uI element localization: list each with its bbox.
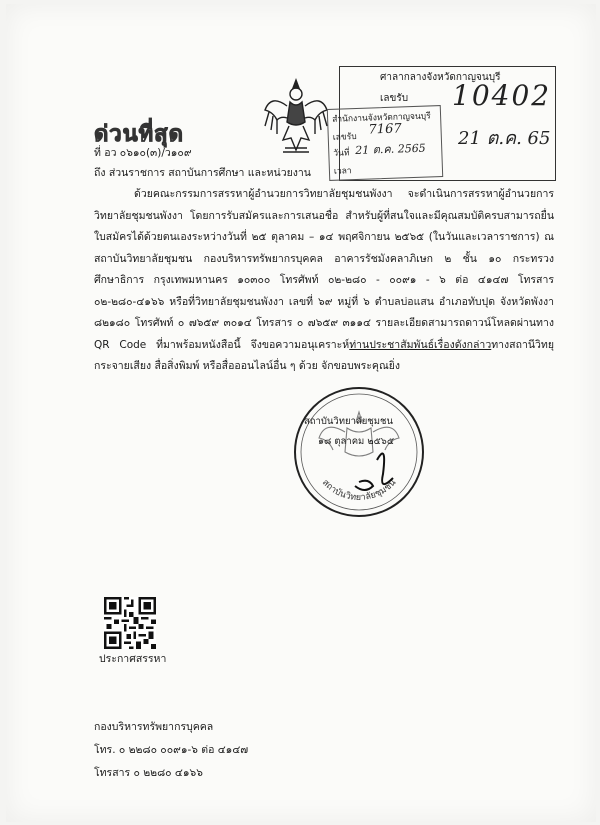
inner-date-value: 21 ต.ค. 2565 (355, 141, 426, 158)
footer-fax: โทรสาร ๐ ๒๒๘๐ ๔๑๖๖ (94, 767, 203, 779)
document-page (6, 4, 596, 822)
inner-number-label: เลขรับ (332, 131, 357, 143)
qr-caption: ประกาศสรรหา (99, 653, 167, 665)
urgency-stamp: ด่วนที่สุด (94, 121, 184, 147)
receipt-office: ศาลากลางจังหวัดกาญจนบุรี (380, 72, 501, 83)
body-paragraph (94, 184, 554, 378)
inner-number-value: 7167 (368, 121, 402, 138)
footer-telephone: โทร. ๐ ๒๒๘๐ ๐๐๙๑-๖ ต่อ ๔๑๔๗ (94, 744, 249, 756)
receipt-date-value: 21 ต.ค. 65 (458, 128, 551, 149)
garuda-emblem-icon (261, 76, 331, 158)
receipt-stamp (331, 66, 556, 181)
addressee-line: ถึง ส่วนราชการ สถาบันการศึกษา และหน่วยงาน (94, 167, 311, 179)
seal-ring-text: สถาบันวิทยาลัยชุมชน (319, 477, 399, 504)
receipt-number-value: 10402 (452, 79, 552, 112)
footer-department: กองบริหารทรัพยากรบุคคล (94, 721, 214, 733)
qr-code-icon[interactable] (104, 597, 156, 649)
official-seal (289, 382, 429, 522)
receipt-number-label: เลขรับ (380, 93, 409, 104)
body-text-end: ทางสถานีวิทยุกระจายเสียง สื่อสิ่งพิมพ์ หรือสื่อออนไลน์อื่น ๆ ด้วย จักขอบพระคุณยิ่ง (94, 338, 554, 372)
signature-org: สถาบันวิทยาลัยชุมชน (304, 416, 393, 427)
signature-date: ๑๘ ตุลาคม ๒๕๖๕ (318, 436, 395, 447)
inner-stamp (327, 105, 443, 181)
body-text-underlined: ท่านประชาสัมพันธ์เรื่องดังกล่าว (349, 338, 492, 351)
body-text-main: ด้วยคณะกรรมการสรรหาผู้อำนวยการวิทยาลัยชุมชนพังงา จะดำเนินการสรรหาผู้อำนวยการวิทยาลัยชุมชนพังงา โดยการรับสมัครและการเสนอชื่อ สำหรับผู้ที่สนใจและมีคุณสมบัติครบสามารถยื่นใบสมัครได้ด้วยตนเองระหว่างวันที่ ๒๕ ตุลาคม – ๑๔ พฤศจิกายน ๒๕๖๕ (ในวันและเวลาราชการ) ณ สถาบันวิทยาลัยชุมชน กองบริหารทรัพยากรบุคคล อาคารรัชมังคลาภิเษก ๒ ชั้น ๑๐ กระทรวงศึกษาธิการ กรุงเทพมหานคร ๑๐๓๐๐ โทรศัพท์ ๐๒-๒๘๐ - ๐๐๙๑ - ๖ ต่อ ๔๑๔๗ โทรสาร ๐๒-๒๘๐-๔๑๖๖ หรือที่วิทยาลัยชุมชนพังงา เลขที่ ๖๙ หมู่ที่ ๖ ตำบลบ่อแสน อำเภอทับปุด จังหวัดพังงา ๘๒๑๘๐ โทรศัพท์ ๐ ๗๖๕๙ ๓๐๑๔ โทรสาร ๐ ๗๖๕๙ ๓๑๑๔ รายละเอียดสามารถดาวน์โหลดผ่านทาง QR Code ที่มาพร้อมหนังสือนี้ จึงขอความอนุเคราะห์ (94, 188, 554, 351)
inner-time-label: เวลา (333, 166, 352, 177)
inner-date-label: วันที่ (333, 148, 350, 159)
document-reference: ที่ อว ๐๖๑๐(๓)/ว๑๐๙ (94, 147, 192, 159)
inner-office: สำนักงานจังหวัดกาญจนบุรี (331, 111, 431, 125)
